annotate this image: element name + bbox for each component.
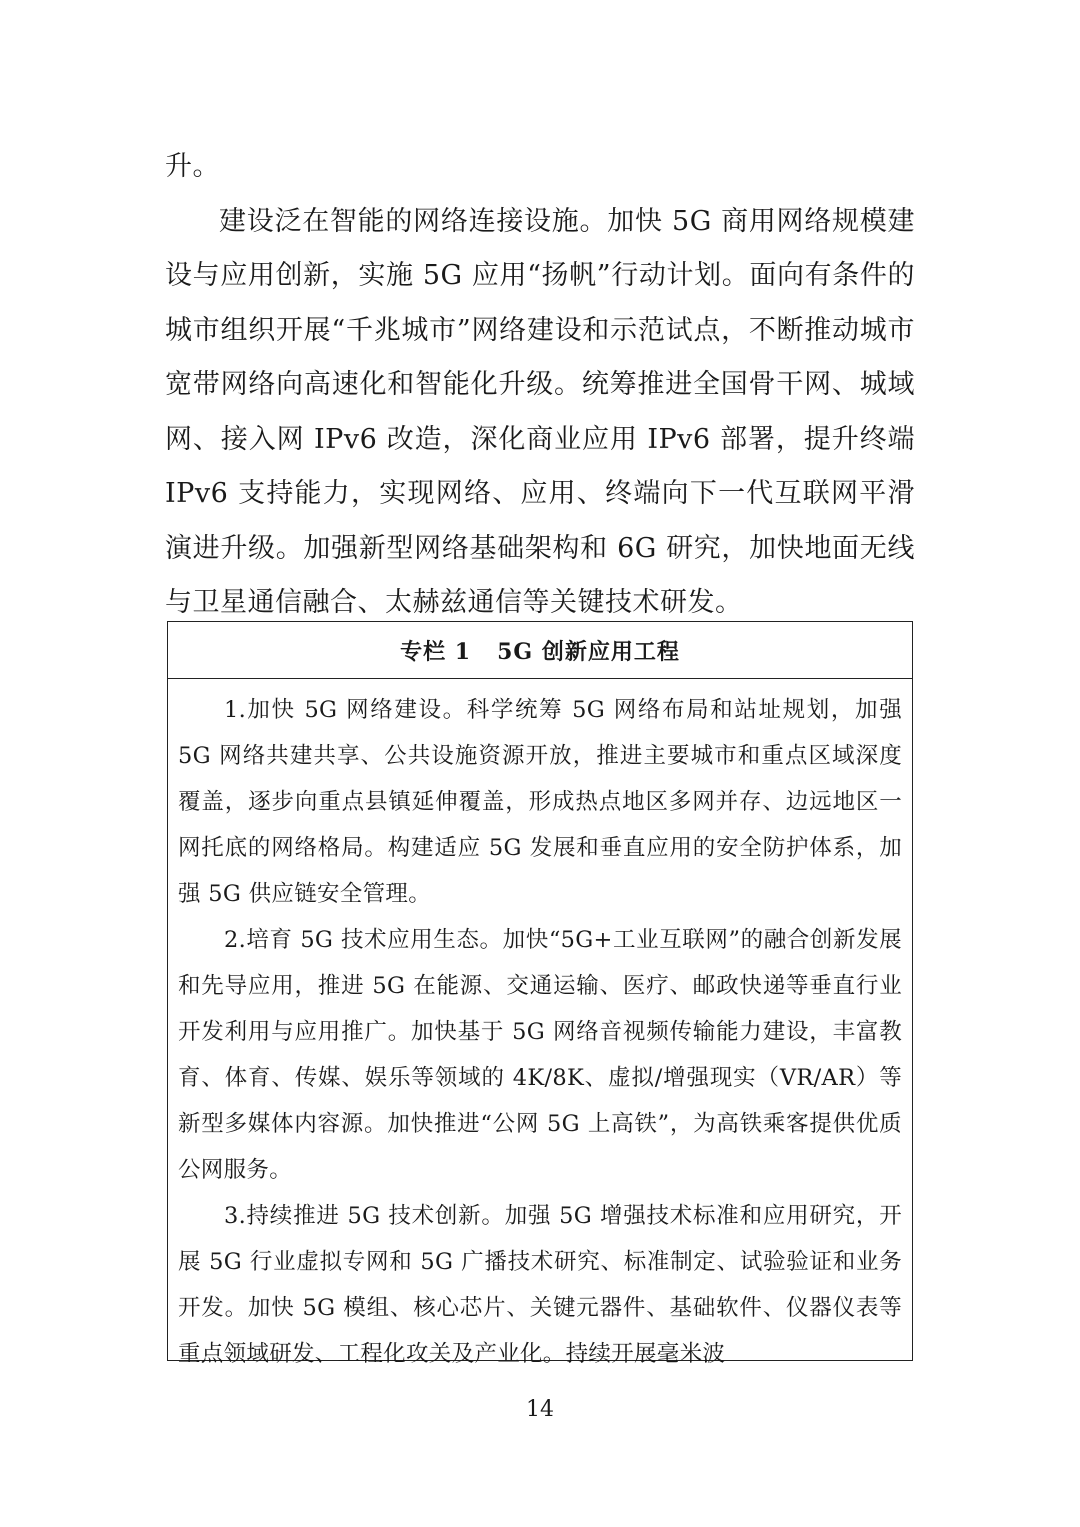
column-label: 专栏 1 [400,638,472,665]
page-body [165,140,915,631]
column-item-1: 1.加快 5G 网络建设。科学统筹 5G 网络布局和站址规划，加强 5G 网络共建共享、公共设施资源开放，推进主要城市和重点区域深度覆盖，逐步向重点县镇延伸覆盖，形成热点地区多网并存、边远地区一网托底的网络格局。构建适应 5G 发展和垂直应用的安全防护体系，加强 5G 供应链安全管理。 [178,697,902,907]
column-item-3: 3.持续推进 5G 技术创新。加强 5G 增强技术标准和应用研究，开展 5G 行业虚拟专网和 5G 广播技术研究、标准制定、试验验证和业务开发。加快 5G 模组、核心芯片、关键元器件、基础软件、仪器仪表等重点领域研发、工程化攻关及产业化。持续开展毫米波 [178,1203,902,1367]
column-item-2: 2.培育 5G 技术应用生态。加快“5G+工业互联网”的融合创新发展和先导应用，推进 5G 在能源、交通运输、医疗、邮政快递等垂直行业开发利用与应用推广。加快基于 5G 网络音视频传输能力建设，丰富教育、体育、传媒、娱乐等领域的 4K/8K、虚拟/增强现实（VR/AR）等新型多媒体内容源。加快推进“公网 5G 上高铁”，为高铁乘客提供优质公网服务。 [178,927,902,1183]
page-number: 14 [526,1397,554,1422]
column-content [168,679,912,1377]
column-header [168,622,912,679]
network-infrastructure-paragraph: 建设泛在智能的网络连接设施。加快 5G 商用网络规模建设与应用创新，实施 5G 应用“扬帆”行动计划。面向有条件的城市组织开展“千兆城市”网络建设和示范试点，不断推动城市宽带网络向高速化和智能化升级。统筹推进全国骨干网、城域网、接入网 IPv6 改造，深化商业应用 IPv6 部署，提升终端 IPv6 支持能力，实现网络、应用、终端向下一代互联网平滑演进升级。加强新型网络基础架构和 6G 研究，加快地面无线与卫星通信融合、太赫兹通信等关键技术研发。 [165,205,915,618]
column-box [167,621,913,1367]
continuation-text: 升。 [165,151,220,182]
column-title: 5G 创新应用工程 [497,638,680,665]
